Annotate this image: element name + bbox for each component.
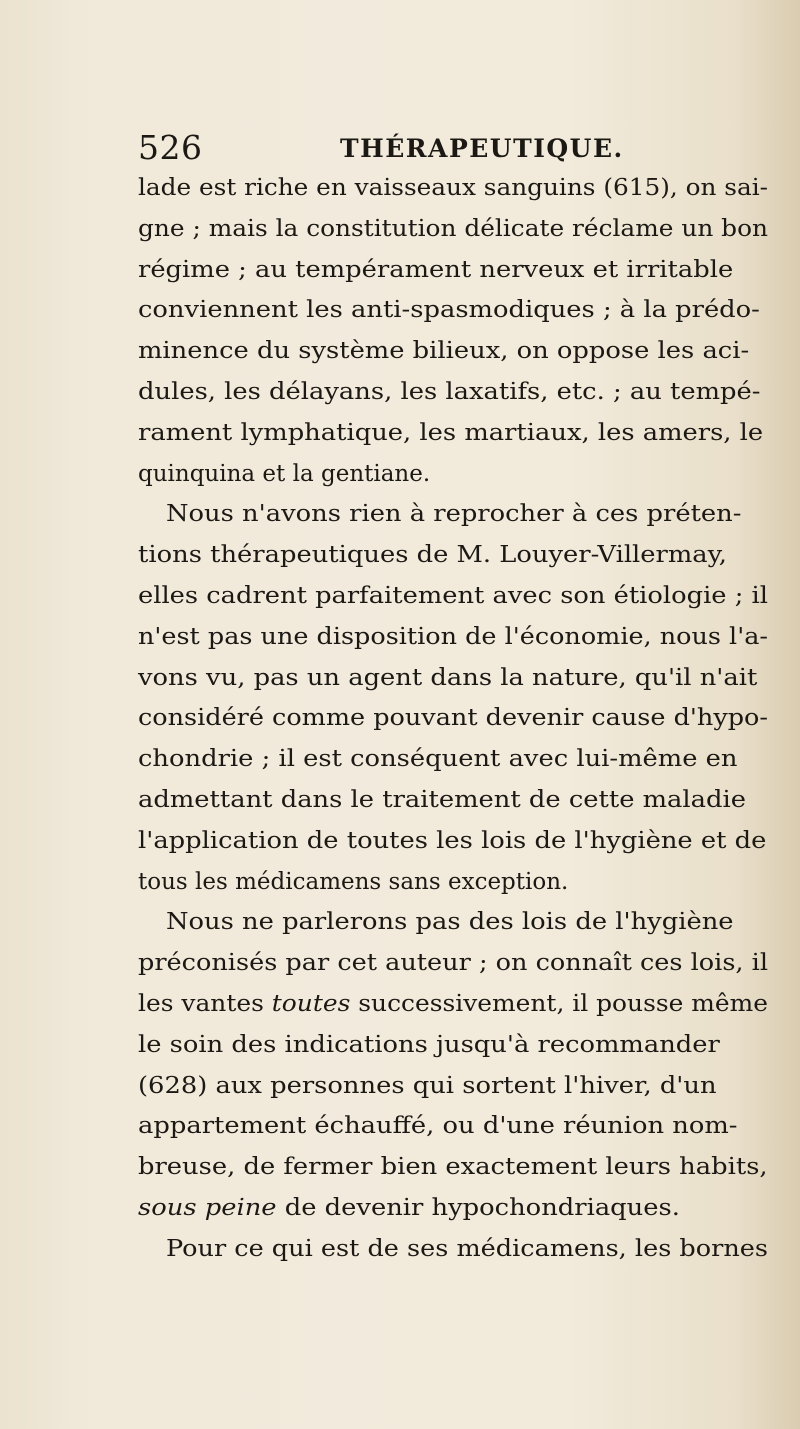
- text-line: [138, 576, 778, 617]
- line-content: elles cadrent parfaitement avec son étiologie ; il: [138, 582, 768, 609]
- text-line: [138, 413, 778, 454]
- line-content: Nous ne parlerons pas des lois de l'hygiène: [166, 909, 734, 936]
- text-line: [138, 821, 778, 862]
- text-line: [138, 1066, 778, 1107]
- text-line: [138, 1229, 778, 1270]
- line-segment: [138, 984, 768, 1025]
- text-line: [138, 1025, 778, 1066]
- text-line: [138, 698, 778, 739]
- text-line: [138, 617, 778, 658]
- line-content: Nous n'avons rien à reprocher à ces préten-: [166, 501, 742, 528]
- line-content: préconisés par cet auteur ; on connaît ces lois, il: [138, 950, 768, 977]
- running-title: THÉRAPEUTIQUE.: [340, 134, 624, 163]
- line-content: conviennent les anti-spasmodiques ; à la prédo-: [138, 297, 760, 324]
- line-content: appartement échauffé, ou d'une réunion nom-: [138, 1113, 738, 1140]
- text-line: [138, 1147, 778, 1188]
- line-content: breuse, de fermer bien exactement leurs habits,: [138, 1154, 768, 1181]
- line-content: chondrie ; il est conséquent avec lui-même en: [138, 746, 738, 773]
- text-line: [138, 902, 778, 943]
- line-content: (628) aux personnes qui sortent l'hiver, d'un: [138, 1072, 717, 1099]
- text-line: [138, 168, 778, 209]
- text-line: [138, 209, 778, 250]
- text-line: [138, 739, 778, 780]
- line-content: dules, les délayans, les laxatifs, etc. ; au tempé-: [138, 378, 761, 405]
- text-line: [138, 1188, 778, 1229]
- text-line: [138, 1106, 778, 1147]
- text-line: [138, 943, 778, 984]
- line-content: tions thérapeutiques de M. Louyer-Villermay,: [138, 542, 727, 569]
- line-content: minence du système bilieux, on oppose les aci-: [138, 338, 750, 365]
- page-number: 526: [138, 128, 203, 167]
- line-content: lade est riche en vaisseaux sanguins (615), on sai-: [138, 175, 769, 201]
- text-line: [138, 862, 778, 903]
- line-content: n'est pas une disposition de l'économie, nous l'a-: [138, 623, 768, 650]
- line-content: gne ; mais la constitution délicate réclame un bon: [138, 215, 768, 242]
- line-content: Pour ce qui est de ses médicamens, les bornes: [166, 1235, 768, 1262]
- text-line: [138, 984, 778, 1025]
- line-content: régime ; au tempérament nerveux et irritable: [138, 256, 734, 283]
- line-content: les vantes: [138, 990, 264, 1017]
- line-content: successivement, il pousse même: [358, 990, 768, 1017]
- italic-emphasis: sous peine: [138, 1194, 277, 1221]
- text-line: [138, 290, 778, 331]
- page-header: [138, 128, 658, 168]
- text-line: [138, 494, 778, 535]
- line-content: vons vu, pas un agent dans la nature, qu'il n'ait: [138, 664, 758, 691]
- italic-emphasis: toutes: [271, 990, 351, 1017]
- text-line: [138, 250, 778, 291]
- text-line: [138, 331, 778, 372]
- line-content: admettant dans le traitement de cette maladie: [138, 786, 746, 813]
- text-line: [138, 780, 778, 821]
- text-line: [138, 658, 778, 699]
- text-line: [138, 372, 778, 413]
- line-content: quinquina et la gentiane.: [138, 460, 431, 487]
- line-content: le soin des indications jusqu'à recommander: [138, 1031, 720, 1058]
- text-line: [138, 454, 778, 495]
- text-line: [138, 535, 778, 576]
- body-text: [138, 168, 778, 1270]
- line-content: tous les médicamens sans exception.: [138, 868, 569, 895]
- line-content: rament lymphatique, les martiaux, les amers, le: [138, 419, 764, 446]
- line-segment: [138, 1188, 680, 1229]
- line-content: considéré comme pouvant devenir cause d'hypo-: [138, 705, 768, 732]
- line-content: de devenir hypochondriaques.: [284, 1194, 680, 1221]
- line-content: l'application de toutes les lois de l'hygiène et de: [138, 827, 767, 854]
